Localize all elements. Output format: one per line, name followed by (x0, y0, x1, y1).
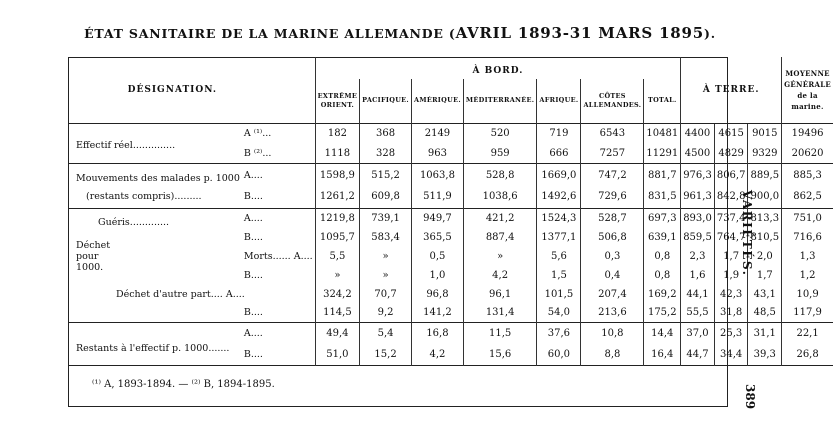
cell: 697,3 (644, 209, 681, 228)
cell: 0,8 (644, 247, 681, 266)
col-header: TOTAL. (644, 79, 681, 123)
cell: 182 (315, 124, 359, 144)
row-key: A.... (225, 288, 245, 300)
cell: 893,0 (681, 209, 715, 228)
cell: 506,8 (581, 228, 644, 247)
row-label: Déchet d'autre part (116, 288, 211, 300)
dechet-label: Déchet pour 1000. (76, 239, 111, 273)
cell: 5,6 (537, 247, 581, 266)
col-header: AMÉRIQUE. (412, 79, 464, 123)
cell: 1,5 (537, 266, 581, 285)
row-label: Morts (243, 250, 273, 262)
cell: 1,7 (714, 247, 748, 266)
cell: 813,3 (748, 209, 782, 228)
cell: 1377,1 (537, 228, 581, 247)
cell: 1492,6 (537, 186, 581, 208)
cell: 8,8 (581, 344, 644, 365)
cell: 4,2 (412, 344, 464, 365)
row-label: Effectif réel (76, 139, 133, 151)
row-key: B.... (243, 307, 263, 319)
cell: 365,5 (412, 228, 464, 247)
cell: 19496 (782, 124, 833, 144)
cell: 5,4 (360, 323, 412, 344)
cell: 737,4 (714, 209, 748, 228)
cell: 842,8 (714, 186, 748, 208)
col-header: AFRIQUE. (537, 79, 581, 123)
cell: 583,4 (360, 228, 412, 247)
cell: 666 (537, 144, 581, 164)
row-label: Mouvements des malades p. 1000 (76, 172, 240, 184)
footnote: ⁽¹⁾ A, 1893-1894. — ⁽²⁾ B, 1894-1895. (92, 379, 275, 390)
cell: 6543 (581, 124, 644, 144)
row-key: A ⁽¹⁾... (243, 128, 272, 139)
cell: 213,6 (581, 304, 644, 323)
cell: 9,2 (360, 304, 412, 323)
cell: 515,2 (360, 164, 412, 186)
cell: 169,2 (644, 285, 681, 304)
cell: 4500 (681, 144, 715, 164)
cell: 751,0 (782, 209, 833, 228)
page-title: ÉTAT SANITAIRE DE LA MARINE ALLEMANDE (AVRIL 1893-31 MARS 1895). (84, 24, 716, 42)
cell: 0,8 (644, 266, 681, 285)
cell: 43,1 (748, 285, 782, 304)
cell: 528,7 (581, 209, 644, 228)
cell: 959 (463, 144, 536, 164)
cell: 949,7 (412, 209, 464, 228)
cell: 101,5 (537, 285, 581, 304)
cell: 49,4 (315, 323, 359, 344)
cell: 639,1 (644, 228, 681, 247)
cell: 70,7 (360, 285, 412, 304)
cell: 963 (412, 144, 464, 164)
cell: 5,5 (315, 247, 359, 266)
cell: » (463, 247, 536, 266)
cell: 1,3 (782, 247, 833, 266)
cell: 44,1 (681, 285, 715, 304)
cell: 14,4 (644, 323, 681, 344)
cell: 11,5 (463, 323, 536, 344)
cell: 2,0 (748, 247, 782, 266)
section-title: VARIÉTÉS. (740, 190, 754, 277)
cell: 511,9 (412, 186, 464, 208)
cell: 0,5 (412, 247, 464, 266)
cell: 31,1 (748, 323, 782, 344)
cell: 1219,8 (315, 209, 359, 228)
cell: 719 (537, 124, 581, 144)
cell: 37,6 (537, 323, 581, 344)
cell: 4400 (681, 124, 715, 144)
cell: 528,8 (463, 164, 536, 186)
a-terre-header: À TERRE. (681, 57, 782, 123)
cell: 25,3 (714, 323, 748, 344)
cell: 42,3 (714, 285, 748, 304)
cell: 421,2 (463, 209, 536, 228)
cell: 96,1 (463, 285, 536, 304)
cell: 1261,2 (315, 186, 359, 208)
cell: » (360, 266, 412, 285)
row-label: Guéris (98, 216, 130, 228)
cell: 1669,0 (537, 164, 581, 186)
row-label: Restants à l'effectif p. 1000 (76, 343, 209, 355)
cell: 9329 (748, 144, 782, 164)
cell: 806,7 (714, 164, 748, 186)
cell: 10,9 (782, 285, 833, 304)
a-bord-header: À BORD. (315, 57, 681, 79)
cell: 887,4 (463, 228, 536, 247)
cell: 1,2 (782, 266, 833, 285)
row-key: A.... (243, 169, 263, 181)
cell: 0,3 (581, 247, 644, 266)
cell: 117,9 (782, 304, 833, 323)
cell: 20620 (782, 144, 833, 164)
cell: 324,2 (315, 285, 359, 304)
cell: 1524,3 (537, 209, 581, 228)
cell: 15,2 (360, 344, 412, 365)
col-header: MÉDITERRANÉE. (463, 79, 536, 123)
cell: » (360, 247, 412, 266)
cell: 764,7 (714, 228, 748, 247)
row-key: B.... (243, 269, 263, 281)
cell: 131,4 (463, 304, 536, 323)
cell: 729,6 (581, 186, 644, 208)
cell: 1038,6 (463, 186, 536, 208)
cell: 881,7 (644, 164, 681, 186)
cell: » (315, 266, 359, 285)
cell: 10481 (644, 124, 681, 144)
cell: 1598,9 (315, 164, 359, 186)
cell: 1,9 (714, 266, 748, 285)
row-key: A.... (243, 212, 263, 224)
row-key: Morts...... A.... (243, 250, 313, 262)
cell: 9015 (748, 124, 782, 144)
row-key: B ⁽²⁾... (243, 147, 272, 159)
cell: 39,3 (748, 344, 782, 365)
cell: 34,4 (714, 344, 748, 365)
designation-header: DÉSIGNATION. (127, 84, 217, 95)
row-key: B.... (243, 348, 263, 360)
cell: 4829 (714, 144, 748, 164)
cell: 368 (360, 124, 412, 144)
cell: 2,3 (681, 247, 715, 266)
cell: 747,2 (581, 164, 644, 186)
cell: 328 (360, 144, 412, 164)
cell: 1,6 (681, 266, 715, 285)
row-key: A.... (243, 328, 263, 339)
cell: 1063,8 (412, 164, 464, 186)
cell: 60,0 (537, 344, 581, 365)
cell: 16,8 (412, 323, 464, 344)
cell: 22,1 (782, 323, 833, 344)
cell: 96,8 (412, 285, 464, 304)
col-header: PACIFIQUE. (360, 79, 412, 123)
cell: 114,5 (315, 304, 359, 323)
cell: 55,5 (681, 304, 715, 323)
cell: 16,4 (644, 344, 681, 365)
cell: 141,2 (412, 304, 464, 323)
page-number: 389 (743, 384, 757, 410)
col-header: EXTRÊME ORIENT. (315, 79, 359, 123)
cell: 1095,7 (315, 228, 359, 247)
cell: 10,8 (581, 323, 644, 344)
cell: 31,8 (714, 304, 748, 323)
cell: 1,7 (748, 266, 782, 285)
cell: 716,6 (782, 228, 833, 247)
cell: 609,8 (360, 186, 412, 208)
cell: 7257 (581, 144, 644, 164)
cell: 900,0 (748, 186, 782, 208)
cell: 976,3 (681, 164, 715, 186)
cell: 26,8 (782, 344, 833, 365)
cell: 4,2 (463, 266, 536, 285)
cell: 175,2 (644, 304, 681, 323)
cell: 51,0 (315, 344, 359, 365)
cell: 739,1 (360, 209, 412, 228)
row-key: B.... (243, 231, 263, 243)
cell: 2149 (412, 124, 464, 144)
row-key: B.... (243, 191, 263, 203)
moyenne-header: MOYENNE GÉNÉRALE de la marine. (782, 57, 833, 123)
cell: 859,5 (681, 228, 715, 247)
cell: 11291 (644, 144, 681, 164)
cell: 0,4 (581, 266, 644, 285)
cell: 37,0 (681, 323, 715, 344)
cell: 54,0 (537, 304, 581, 323)
cell: 810,5 (748, 228, 782, 247)
cell: 207,4 (581, 285, 644, 304)
col-header: CÔTES ALLEMANDES. (581, 79, 644, 123)
cell: 48,5 (748, 304, 782, 323)
cell: 961,3 (681, 186, 715, 208)
cell: 15,6 (463, 344, 536, 365)
cell: 1118 (315, 144, 359, 164)
row-label: (restants compris) (86, 191, 175, 203)
cell: 44,7 (681, 344, 715, 365)
cell: 520 (463, 124, 536, 144)
cell: 862,5 (782, 186, 833, 208)
cell: 4615 (714, 124, 748, 144)
cell: 831,5 (644, 186, 681, 208)
cell: 885,3 (782, 164, 833, 186)
cell: 1,0 (412, 266, 464, 285)
sanitary-table: DÉSIGNATION. À BORD. À TERRE. MOYENNE GÉNÉRALE de la marine. EXTRÊME ORIENT. PACIFIQUE. AMÉRIQUE. MÉDITERRANÉE. AFRIQUE. CÔTES ALLEMANDES. TOTAL. Effectif réel.............. A ⁽¹⁾... 182 368 2149 520 719 6543 10481 4400 4615 9015 19496 B ⁽²⁾... 1118 328 963 959 666 7257 11291 4500 4829 9329 20620 Mouvements des malades p. 1000 A.... 1598,9 515,2 1063,8 528,8 1669,0 747,2 881,7 976,3 806,7 889,5 885,3 (restants compris)......... B.... 1261,2 609,8 511,9 1038,6 1492,6 729,6 831,5 961,3 842,8 900,0 862,5 Guéris............. A.... 1219,8 739,1 949,7 421,2 1524,3 528,7 697,3 893,0 737,4 813,3 751,0 Déchet pour 1000. B.... 1095,7 583,4 365,5 887,4 1377,1 506,8 639,1 859,5 764,7 810,5 716,6 Morts...... A.... 5,5 » 0,5 » 5,6 0,3 0,8 2,3 1,7 2,0 1,3 B.... » » 1,0 4,2 1,5 0,4 0,8 1,6 1,9 1,7 1,2 Déchet d'autre part.... A.... 324,2 70,7 96,8 96,1 101,5 207,4 169,2 44,1 42,3 43,1 10,9 B.... 114,5 9,2 141,2 131,4 54,0 213,6 175,2 55,5 31,8 48,5 117,9 Restants à l'effectif p. 1000....... A.... 49,4 5,4 16,8 11,5 37,6 10,8 14,4 37,0 25,3 31,1 22,1 B.... 51,0 15,2 4,2 15,6 60,0 8,8 16,4 44,7 34,4 39,3 26,8 (68, 57, 833, 366)
cell: 889,5 (748, 164, 782, 186)
